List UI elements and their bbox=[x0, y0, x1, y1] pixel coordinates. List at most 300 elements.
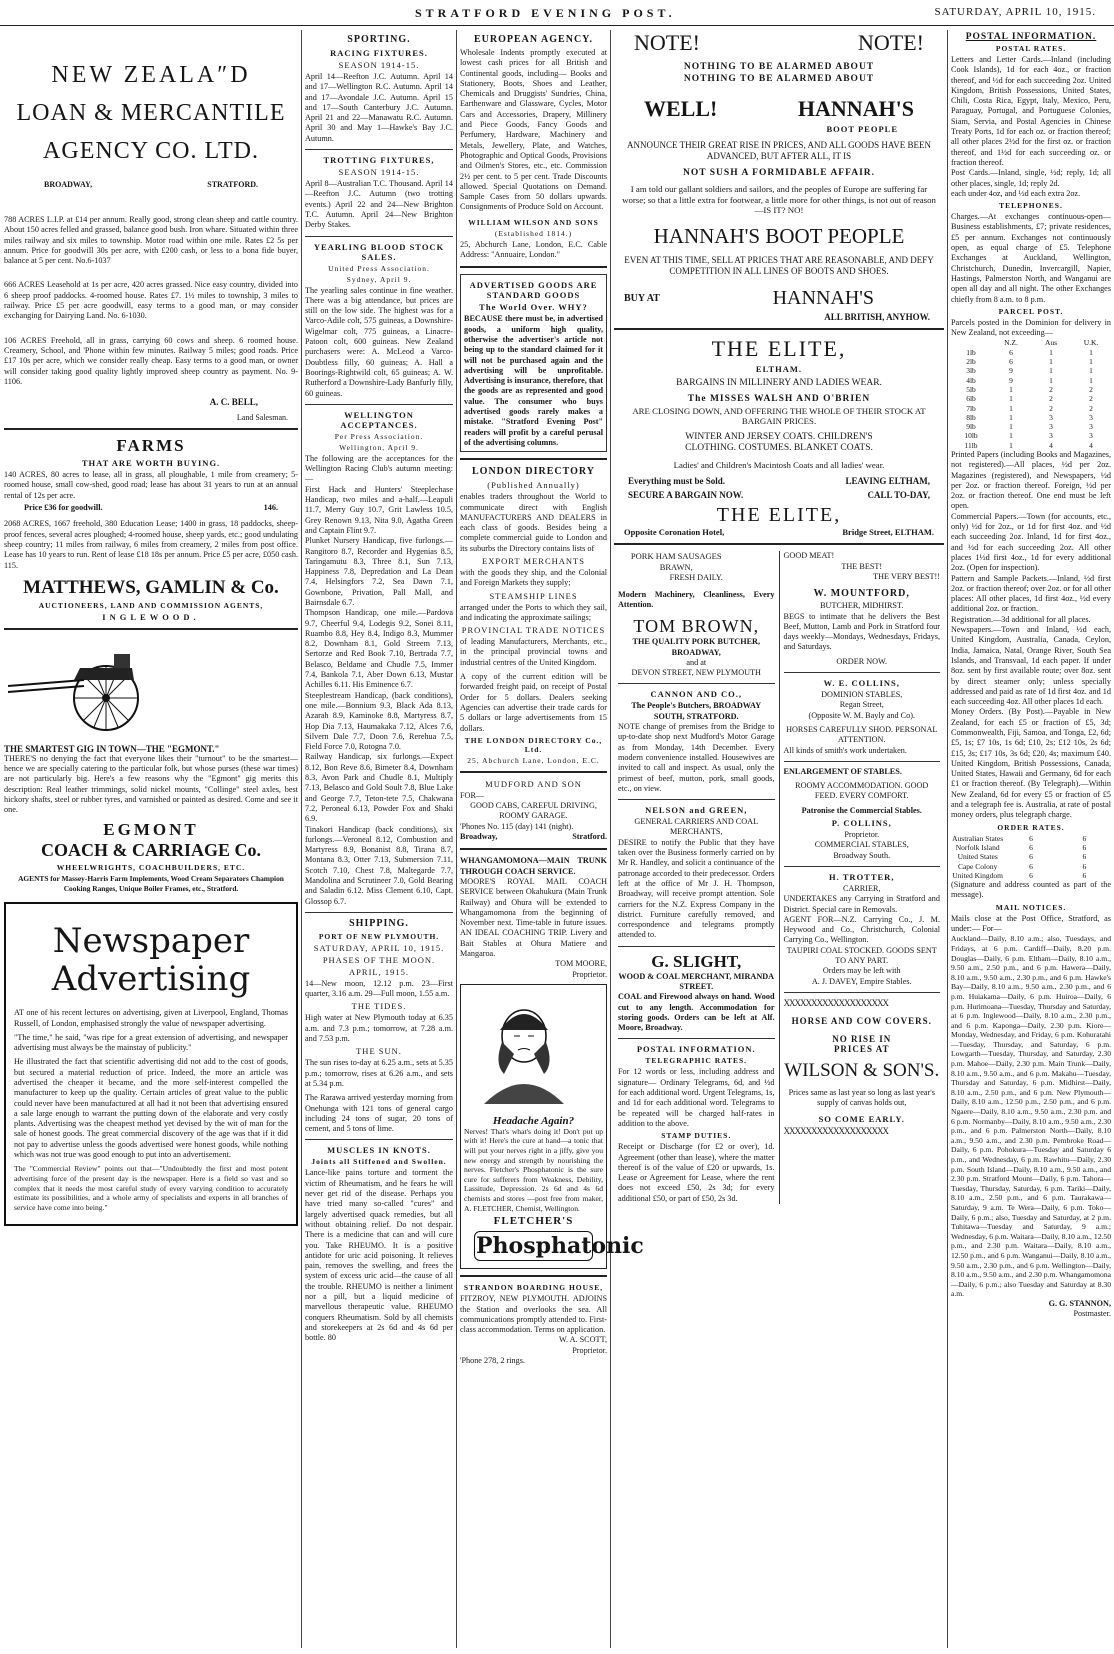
not-formidable: NOT SUSH A FORMIDABLE AFFAIR. bbox=[682, 168, 876, 178]
regan-opposite: (Opposite W. M. Bayly and Co). bbox=[808, 710, 915, 720]
enlargement: ENLARGEMENT OF STABLES. bbox=[783, 766, 902, 776]
announce-rise: ANNOUNCE THEIR GREAT RISE IN PRICES, AND ALL GOODS HAVE BEEN ADVANCED, BUT AFTER ALL, IT IS bbox=[627, 140, 931, 161]
export-merchants-heading: EXPORT MERCHANTS bbox=[482, 555, 585, 566]
shipping-heading: SHIPPING. bbox=[349, 917, 409, 929]
gig-headline: THE SMARTEST GIG IN TOWN—THE "EGMONT." bbox=[4, 743, 220, 754]
boot-people: BOOT PEOPLE bbox=[826, 124, 898, 134]
nothing-alarmed-1: NOTHING TO BE ALARMED ABOUT bbox=[683, 62, 875, 72]
horses-shod: HORSES CAREFULLY SHOD. PERSONAL ATTENTION. bbox=[786, 724, 938, 745]
mail-notices-heading: MAIL NOTICES. bbox=[995, 902, 1067, 912]
rate-cell: Australian States bbox=[952, 833, 1004, 843]
newspaper-advertising-ad bbox=[4, 902, 298, 1226]
good-meat: GOOD MEAT! bbox=[783, 551, 835, 561]
whangamomona-proprietor: Proprietor. bbox=[572, 969, 607, 979]
column-5 bbox=[951, 30, 1111, 1648]
postal-information-heading: POSTAL INFORMATION. bbox=[965, 32, 1097, 42]
x-border-bottom: XXXXXXXXXXXXXXXXXXX bbox=[783, 1126, 888, 1137]
elite-bargains: BARGAINS IN MILLINERY AND LADIES WEAR. bbox=[676, 377, 882, 388]
rate-cell: 6 bbox=[1009, 357, 1013, 367]
rate-cell: 1 bbox=[1049, 347, 1053, 357]
export-merchants-body: with the goods they ship, and the Colonial and Foreign Markets they supply; bbox=[460, 567, 607, 588]
rate-cell: 9 bbox=[1009, 366, 1013, 376]
parcel-post-heading: PARCEL POST. bbox=[998, 306, 1064, 316]
nelson-green-name: NELSON and GREEN, bbox=[645, 805, 748, 816]
rate-cell: 2 bbox=[1049, 384, 1053, 394]
yearling-report: The yearling sales continue in fine weather. There was a big attendance, but prices are still on the low side. The highest was for a Varco-Adile colt, 575 guineas, a Downshire-Wigelmar colt, 775 guineas, a Linacre-Patoon colt, 600 guineas. New Zealand purchasers were: A. McLeod a Varco-Doubtless filly, 60 guineas; A. Hall a Boorings-Rightwild colt, 65 guineas; A. W. Rutherford a Downshire-Lady Banfurly filly, 60 guineas. bbox=[305, 285, 453, 398]
telephones-body: Charges.—At exchanges continuous-open—Business establishments, £7; private residences, £5 per annum. Exchanges not continuously open, as equal charge of £5. Telephone Exchanges at Auckland, Wellington, Christchurch, Dunedin, Invercargill, Napier, Hastings, Palmerston North, and Wanganui are open all day and all night. The other Exchanges chiefly from 8 a.m. to 8 p.m. bbox=[951, 212, 1111, 304]
advertising-para-2: "The time," he said, "was ripe for a great extension of advertising, and newspaper advertising must always be the mainstay of publicity." bbox=[14, 1032, 288, 1053]
rate-cell: 1lb bbox=[966, 347, 976, 357]
rate-cell: 6lb bbox=[966, 394, 976, 404]
farm-2068-acres: 2068 ACRES, 1667 freehold, 380 Education Lease; 1400 in grass, 18 paddocks, sheep-proof fences, several acres ploughed; 4-roomed house, sheep yards, etc.; good undulating sheep country; 11 miles from railway, 6 miles from creamery, 2 miles from post office. Lease has 10 years to run. Rent of lease £18 18s per annum. Price £5 per acre, £050 cash. 115. bbox=[4, 519, 298, 570]
rate-cell: 3 bbox=[1089, 431, 1093, 441]
fresh-daily: FRESH DAILY. bbox=[669, 573, 723, 583]
slight-name: G. SLIGHT, bbox=[651, 951, 742, 971]
mudford-phones: 'Phones No. 115 (day) 141 (night). bbox=[460, 821, 574, 831]
postal-rates-heading: POSTAL RATES. bbox=[995, 44, 1067, 53]
mudford-for: FOR— bbox=[460, 790, 485, 800]
racing-season: SEASON 1914-15. bbox=[338, 60, 420, 70]
trotter-undertakes: UNDERTAKES any Carrying in Stratford and District. Special care in Removals. bbox=[783, 894, 940, 914]
rate-cell: 4 bbox=[1089, 440, 1093, 450]
london-directory-sub: (Published Annually) bbox=[487, 480, 580, 491]
advertising-para-4: The "Commercial Review" points out that—"Undoubtedly the first and most potent advertising force of the present day is the newspaper. Here is a field so vast and so complex that it needs the most careful study of every varying condition to accurately estimate its possibilities, and a whole army of specialists and experts in all branches of service have come into being." bbox=[14, 1164, 288, 1212]
p-collins-proprietor: Proprietor. bbox=[844, 830, 880, 840]
strandon-sign: W. A. SCOTT, bbox=[559, 1335, 607, 1345]
racing-fixtures-heading: RACING FIXTURES. bbox=[330, 48, 428, 58]
gig-body: THERE'S no denying the fact that everyone likes their "turnout" to be the smartest—hence we are specially catering to the particular folk, but whose purses (these war times) are not particularly big. Here's a few reasons why the "Egmont" gig merits this description: Real leather trimmings, solid nickel mounts, "Collinge" steel axles, best hickory shafts, steel or rubber tyres, and varnished or painted as desired. Come and see it one. bbox=[4, 753, 298, 815]
elite-town: ELTHAM. bbox=[755, 363, 803, 374]
rate-cell: 4 bbox=[1049, 440, 1053, 450]
come-early: SO COME EARLY. bbox=[818, 1114, 905, 1125]
agency-title-1: NEW ZEALA″D bbox=[51, 62, 251, 88]
rate-cell: 1 bbox=[1049, 357, 1053, 367]
order-rate-row bbox=[951, 871, 1111, 880]
farms-ad bbox=[4, 436, 298, 622]
rate-cell: 3 bbox=[1049, 412, 1053, 422]
rate-cell: 6 bbox=[1082, 861, 1087, 871]
nothing-alarmed-2: NOTHING TO BE ALARMED ABOUT bbox=[683, 74, 875, 84]
sporting-heading: SPORTING. bbox=[347, 34, 411, 45]
farm-140-price-row bbox=[24, 503, 278, 513]
rate-cell: 1 bbox=[1009, 431, 1013, 441]
advertised-goods-box bbox=[460, 274, 607, 452]
steamship-body: arranged under the Ports to which they sail, and indicating the approximate sailings; bbox=[460, 602, 607, 622]
rate-cell: 6 bbox=[1082, 833, 1087, 843]
wilson-sons-address: 25, Abchurch Lane, London, E.C. Cable Address: "Annuaire, London." bbox=[460, 239, 607, 260]
order-rate-row bbox=[951, 834, 1111, 843]
rate-cell: 6 bbox=[1082, 842, 1087, 852]
rate-cell: 2 bbox=[1089, 403, 1093, 413]
rate-cell: 3 bbox=[1049, 431, 1053, 441]
rate-cell: 9lb bbox=[966, 422, 976, 432]
advertised-goods-heading: ADVERTISED GOODS ARE STANDARD GOODS bbox=[469, 280, 598, 301]
phosphatonic-ad bbox=[460, 984, 644, 1269]
slight-sub: WOOD & COAL MERCHANT, MIRANDA STREET. bbox=[618, 971, 775, 991]
advertising-para-3: He illustrated the fact that scientific advertising did not add to the cost of goods, but secured a material reduction of price. Indeed, the more an article was advertised the cheaper it became, and the more self-interest compelled the manufacturer to keep up the quality. Certain articles of great value to the public could never have been manufactured at all had it not been that advertising ensured a sale large enough to warrant the putting down of the elaborate and very costly plants. Advertising was the cheapest method yet devised by the wit of man for the sale of honest goods. The great commercial discovery of the age was that if it did not pay to advertise unless the goods advertised were honest goods, while nothing which was not true was good enough to put into an advertisement. bbox=[14, 1057, 288, 1160]
elite-footer-title: THE ELITE, bbox=[716, 504, 842, 527]
parcel-rate-table bbox=[951, 338, 1111, 450]
commercial-stables: COMMERCIAL STABLES, bbox=[814, 840, 909, 850]
whangamomona-body: MOORE'S ROYAL MAIL COACH SERVICE between Okahukura (Main Trunk Railway) and Ohura will be extended to Whangamomona from the beginning of November next. Time-table in future issues. AN IDEAL COACHING TRIP. Livery and Bait Stables at Ohura Matiere and Mangaroa. bbox=[460, 876, 607, 958]
provincial-heading: PROVINCIAL TRADE NOTICES bbox=[461, 625, 606, 636]
trotting-season: SEASON 1914-15. bbox=[338, 167, 420, 178]
rate-cell: 1 bbox=[1089, 347, 1093, 357]
printed-papers: Printed Papers (including Books and Magazines, not registered).—All places, ½d per 2oz. Magazines (registered), and Newspapers, ½d per 2oz. or fraction thereof. Foreign, ½d per 2oz. or fraction thereof. One end must be left open. bbox=[951, 449, 1111, 511]
farms-subtitle: THAT ARE WORTH BUYING. bbox=[81, 458, 221, 469]
farms-title: FARMS bbox=[116, 436, 186, 456]
rheumo-ad: Lance-like pains torture and torment the victim of Rheumatism, and he fears he will never get rid of the disease. Perhaps you have tried many so-called "cures" and largely advertised quack remedies, but all without obtaining relief. Do not despair. There is a medicine that can and will cure you. Take RHEUMO. It is a positive antidote for uric acid poisoning. It relieves pain, removes the swelling, and frees the system of excess uric acid—the cause of all the trouble. RHEUMO is neither a liniment nor a pill, but a liquid medicine of marvellous therapeutic value. RHEUMO conquers Rheumatism. Sold by all chemists and storekeepers at 2s 6d and 4s 6d per bottle. 80 bbox=[305, 1168, 453, 1343]
davey-stables: A. J. DAVEY, Empire Stables. bbox=[811, 976, 912, 986]
rate-row bbox=[951, 357, 1111, 366]
column-2 bbox=[305, 30, 453, 1648]
tides-report: High water at New Plymouth today at 6.35 a.m. and 7.3 p.m.; tomorrow, at 7.28 a.m. and 7.53 p.m. bbox=[305, 1013, 453, 1044]
rate-cell: 6 bbox=[1029, 842, 1033, 852]
parcel-post-body: Parcels posted in the Dominion for delivery in New Zealand, not exceeding— bbox=[951, 317, 1111, 338]
directory-company: THE LONDON DIRECTORY Co., Ltd. bbox=[464, 735, 603, 754]
rate-cell: 9 bbox=[1009, 375, 1013, 385]
rate-cell: 6 bbox=[1009, 347, 1013, 357]
order-note: (Signature and address counted as part of the message). bbox=[951, 880, 1111, 900]
rate-cell: 2 bbox=[1049, 394, 1053, 404]
lower-right bbox=[779, 551, 945, 1204]
strandon-body: FITZROY, NEW PLYMOUTH. ADJOINS the Station and overlooks the sea. All communications promptly attended to. First-class accommodation. Terms on application. bbox=[460, 1294, 607, 1335]
london-directory-body: enables traders throughout the World to communicate direct with English MANUFACTURERS AND DEALERS in each class of goods. Besides being a complete commercial guide to London and its suburbs the Directory contains lists of bbox=[460, 492, 607, 553]
agency-address bbox=[44, 180, 258, 189]
elite-opposite: Opposite Coronation Hotel, bbox=[624, 527, 725, 538]
agency-address-left: BROADWAY, bbox=[44, 180, 93, 189]
elite-ad bbox=[614, 336, 944, 538]
matthews-gamlin-name: MATTHEWS, GAMLIN & Co. bbox=[23, 576, 279, 598]
regan-street: Regan Street, bbox=[839, 700, 884, 710]
strandon-phone: 'Phone 278, 2 rings. bbox=[460, 1356, 525, 1366]
rate-row bbox=[951, 422, 1111, 431]
directory-copy: A copy of the current edition will be forwarded freight paid, on receipt of Postal Order for 5 dollars. Dealers seeking Agencies can advertise their trade cards for 5 dollars or large advertisements from 15 dollars. bbox=[460, 672, 607, 733]
wellington-railway: Railway Handicap, six furlongs.—Expect 8.12, Bon Reve 8.6, Bimeter 8.4, Downham 8.3, Avon Park and Chudle 8.1, Multiply 7.13, Belasco and Gold Soult 7.8, Blue Lake and George 7.7, Teton-tete 7.5, Chakwana 7.2, Peroneal 6.13, Powder Fox and Shaki 6.9. bbox=[305, 752, 453, 824]
order-rate-table bbox=[951, 834, 1111, 880]
post-cards-rates: Post Cards.—Inland, single, ½d; reply, 1d; all other places, single, 1d; reply 2d. bbox=[951, 168, 1111, 188]
wellington-tinakori: Tinakori Handicap (back conditions), six furlongs.—Veroneal 8.12, Combustion and Martyress 8.9, Bonanist 8.8, Tirana 8.7, Montana 8.3, Otter 7.13, Submersion 7.11, Scotch 7.10, Chest 7.8, Maltegarde 7.7, Mandolina and Scrutineer 7.0, Gold Bearing and Saladin 6.12. Miss Clement 6.10, Capt. Glossop 6.7. bbox=[305, 824, 453, 906]
smith-work: All kinds of smith's work undertaken. bbox=[783, 745, 907, 755]
rate-cell: Aus bbox=[1044, 338, 1058, 348]
advertised-goods-body: BECAUSE there must be, in advertised goods, a uniform high quality, otherwise the advertiser's article not being up to the standard claimed for it will not be purchased again and the advertising will be unprofitable. Advertising is insurance, therefore, that the goods are as represented and good value. The consumer who buys advertised goods rarely makes a mistake. "Stratford Evening Post" readers will profit by a careful perusal of the advertising columns. bbox=[464, 314, 603, 447]
trotter-carrier: CARRIER, bbox=[842, 883, 881, 893]
rate-cell: 6 bbox=[1029, 833, 1033, 843]
rate-cell: U.K. bbox=[1083, 338, 1099, 348]
order-now: ORDER NOW. bbox=[836, 656, 888, 666]
order-rate-row bbox=[951, 852, 1111, 861]
rate-cell: 6 bbox=[1082, 870, 1087, 880]
elite-coats: WINTER AND JERSEY COATS. CHILDREN'S CLOTHING. COSTUMES. BLANKET COATS. bbox=[685, 432, 873, 454]
rate-cell: 2 bbox=[1089, 384, 1093, 394]
mail-intro: Mails close at the Post Office, Stratford, as under:— For— bbox=[951, 913, 1111, 934]
newspapers-rates: Newspapers.—Town and Inland, ½d each, United Kingdom, Australia, Canada, Ceylon, India, Jamaica, Natal, Orange River, South Sea Islands, and Transvaal, 1d each paper. If under 8oz. sent by first available route; over 8oz. sent by direct steamer only; unless specially addressed and paid as rate of 1d first 4oz. and 1d each succeeding 4oz. All other places 1d each. bbox=[951, 625, 1111, 707]
registration: Registration.—3d additional for all places. bbox=[951, 614, 1091, 624]
roomy-accommodation: ROOMY ACCOMMODATION. GOOD FEED. EVERY COMFORT. bbox=[795, 781, 929, 801]
even-at-this-time: EVEN AT THIS TIME, SELL AT PRICES THAT ARE REASONABLE, AND DEFY COMPETITION IN ALL LINES OF BOOTS AND SHOES. bbox=[624, 254, 934, 276]
lower-left bbox=[614, 551, 779, 1204]
rate-cell: 8lb bbox=[966, 412, 976, 422]
hannahs-boot-people: HANNAH'S BOOT PEOPLE bbox=[653, 223, 905, 248]
rate-cell: 2 bbox=[1049, 403, 1053, 413]
tides-heading: THE TIDES. bbox=[351, 1001, 407, 1012]
note-left: NOTE! bbox=[634, 30, 700, 55]
pork-products: PORK HAM SAUSAGES BRAWN, bbox=[630, 551, 722, 573]
mudford-address bbox=[460, 832, 607, 842]
london-directory-heading: LONDON DIRECTORY bbox=[472, 466, 595, 478]
nelson-green-sub: GENERAL CARRIERS AND COAL MERCHANTS, bbox=[634, 817, 759, 837]
letters-rates: Letters and Letter Cards.—Inland (including Cook Islands), 1d for each 4oz., or fraction thereof, and ½d for each succeeding 2oz. United Kingdom, British Possessions, United States, Chili, Costa Rica, Egypt, Italy, Mexico, Peru, Paraguay, Portugal, and Portuguese Colonies, Siam, Servia, and Postal Agencies in Chinese Treaty Ports, 1d for each oz. or fraction thereof; all other places 2½d for the first oz. or fraction thereof, and 1½d for each succeeding oz. or fraction thereof. bbox=[951, 55, 1111, 167]
tom-brown-sub: THE QUALITY PORK BUTCHER, BROADWAY, bbox=[632, 637, 761, 657]
rate-row bbox=[951, 413, 1111, 422]
rate-cell: 1 bbox=[1049, 366, 1053, 376]
strandon-proprietor: Proprietor. bbox=[572, 1345, 607, 1355]
mountford-sub: BUTCHER, MIDHIRST. bbox=[820, 601, 904, 611]
rate-cell: 2lb bbox=[966, 357, 976, 367]
commercial-papers: Commercial Papers.—Town (for accounts, etc., only) ½d for 2oz., or 1d for first 4oz. and ½d each succeeding 2oz. Inland, 1d for first 4oz., and ½d for each succeeding 2oz. All other places 1½d first 4oz., 1d for every additional 2oz. (Open for inspection). bbox=[951, 511, 1111, 573]
modern-machinery: Modern Machinery, Cleanliness, Every Attention. bbox=[618, 589, 775, 609]
listing-666-acres: 666 ACRES Leasehold at 1s per acre, 420 acres grassed. Nice easy country, divided into 6 sheep proof paddocks. 4-roomed house. Rates £7. 1½ miles to township, 3 miles to railway. Price £5 per acre goodwill, easy terms to a good man, or may consider exchanging for Dairying Land. No. 6-1030. bbox=[4, 280, 298, 321]
money-orders: Money Orders. (By Post).—Payable in New Zealand, for each £5 or fraction of £5, 3d; Commonwealth, Fiji, Samoa, and Tonga, £2, 6d; £5, 1s; £7 10s, 1s 6d; £10, 2s; £12 10s, 2s 6d; £15, 3s; £17 10s, 3s 6d; £20, 4s; maximum £40. United Kingdom, British Possessions, Canada, United States, Hawaii and Germany, 6d for each £1 or fraction thereof. (By Telegraph).—Within New Zealand, 6d for every £5 or fraction of £5 and a telegraph fee is. Australia, at rate of postal money orders, plus telegraph charge. bbox=[951, 707, 1111, 820]
rate-row bbox=[951, 441, 1111, 450]
soldiers-note: I am told our gallant soldiers and sailors, and the peoples of Europe are suffering far worse; so that a little extra for footwear, a little more for other things, is not out of reason—IS IT? NO! bbox=[622, 184, 936, 215]
well-heading: WELL! bbox=[644, 96, 718, 121]
rate-row bbox=[951, 385, 1111, 394]
mudford-address-left: Broadway, bbox=[460, 832, 498, 842]
column-rule bbox=[610, 30, 611, 1648]
rate-cell: 1 bbox=[1009, 403, 1013, 413]
trotting-heading: TROTTING FIXTURES, bbox=[323, 155, 435, 166]
muscles-heading: MUSCLES IN KNOTS. bbox=[327, 1145, 431, 1156]
order-rate-row bbox=[951, 843, 1111, 852]
european-agency-body: Wholesale Indents promptly executed at lowest cash prices for all British and Continental goods, including— Books and Stationery, Boots, Shoes and Leather, Chemicals and Druggists' Sundries, China, Earthenware and Glassware, Cycles, Motor Cars and Accessories, Drapery, Millinery and Piece Goods, Fancy Goods and Perfumery, Hardware, Machinery and Metals, Jewellery, Plate, and Watches, Photographic and Optical Goods, Provisions and Oilmen's Stores, etc., etc. Commission 2½ per cent. to 5 per cent. Trade Discounts allowed. Special Quotations on Demand. Sample Cases from 50 dollars upwards. Consignments of Produce Sold on Account. bbox=[460, 48, 607, 212]
rate-cell: 7lb bbox=[966, 403, 976, 413]
directory-address: 25, Abchurch Lane, London, E.C. bbox=[467, 755, 600, 765]
trotter-agent: AGENT FOR—N.Z. Carrying Co., J. M. Heywood and Co., Christchurch, Colonial Carrying Co., Wellington. bbox=[783, 914, 940, 945]
fletchers-name: FLETCHER'S bbox=[493, 1215, 574, 1228]
broadway-south: Broadway South. bbox=[833, 850, 891, 860]
pattern-packets: Pattern and Sample Packets.—Inland, ½d first 2oz. or fraction thereof; over 2oz. or for all other places: All other places, 1d first 4oz., ½d every additional 2oz. or fraction. bbox=[951, 573, 1111, 614]
order-rates-heading: ORDER RATES. bbox=[997, 822, 1065, 832]
rate-cell: 10lb bbox=[964, 431, 978, 441]
yearling-heading: YEARLING BLOOD STOCK SALES. bbox=[313, 241, 445, 262]
stamp-duties-body: Receipt or Discharge (for £2 or over), 1d. Agreement (other than lease), where the matter thereof is of the value of £20 or upwards, 1s. Lease or Agreement for Lease, where the rent does not exceed £50, 2s 3d; for every additional £50, or part of £50, 2s 3d. bbox=[618, 1142, 775, 1203]
tom-brown: TOM BROWN, bbox=[633, 616, 760, 637]
egmont-agents: AGENTS for Massey-Harris Farm Implements, Wood Cream Separators Champion Cooking Ranges, Unique Boiler Frames, etc., Stratford. bbox=[18, 873, 284, 893]
misses-walsh: The MISSES WALSH AND O'BRIEN bbox=[687, 393, 871, 404]
rate-cell: 6 bbox=[1029, 870, 1033, 880]
rate-row bbox=[951, 366, 1111, 375]
muscles-subheading: Joints all Stiffened and Swollen. bbox=[311, 1157, 447, 1167]
egmont-gig-ad bbox=[4, 636, 298, 894]
mudford-name: MUDFORD AND SON bbox=[485, 778, 582, 789]
collins-stables: DOMINION STABLES, bbox=[821, 690, 903, 700]
postmaster-name: G. G. STANNON, bbox=[1048, 1298, 1111, 1308]
rate-cell: 6 bbox=[1029, 852, 1033, 862]
issue-date: SATURDAY, APRIL 10, 1915. bbox=[934, 6, 1096, 18]
farm-140-price: Price £36 for goodwill. bbox=[24, 503, 103, 513]
racing-fixtures-list: April 14—Reefton J.C. Autumn. April 14 and 17—Wellington R.C. Autumn. April 14 and 17—Avondale J.C. Autumn. April 15 and 17—South Canterbury J.C. Autumn. April 21 and 22—Manawatu R.C. Autumn. April 30 and May 1—Hawke's Bay J.C. Autumn. bbox=[305, 72, 453, 143]
loan-agency-ad bbox=[4, 60, 298, 422]
rate-cell: 1 bbox=[1089, 357, 1093, 367]
hannahs-ad bbox=[614, 30, 944, 322]
rate-cell: 1 bbox=[1009, 440, 1013, 450]
wellington-thompson: Thompson Handicap, one mile.—Pardova 9.7, Cheerful 9.4, Lodegis 9.2, Sonei 8.11, Ruambo 8.8, Hey 8.4, Indigo 8.3, Mummer 8.2, Downham 8.1, Gold Streem 7.13, Sertorze and Red Book 7.10, Bertrada 7.7, Belasco, Beldame and Chudle 7.5, Immer 7.4, Bankola 7.1, Aber Down 6.13, Mustar Achilles 6.11. His Eminence 6.7. bbox=[305, 608, 453, 690]
mountford-name: W. MOUNTFORD, bbox=[813, 588, 910, 600]
elite-closing: ARE CLOSING DOWN, AND OFFERING THE WHOLE OF THEIR STOCK AT BARGAIN PRICES. bbox=[632, 405, 926, 426]
advertising-para-1: AT one of his recent lectures on advertising, given at Liverpool, England, Thomas Russell, of London, emphasised strongly the value of newspaper advertising. bbox=[14, 1008, 288, 1028]
wellington-steeplechase: First Hack and Hunters' Steeplechase Handicap, two miles and a-half.—Leapuli 11.7, Merry Guy 10.7, Grit Lawless 10.5, Grey Renown 9.13, Nita 9.0, Agatha Green and Captain Flint 9.7. bbox=[305, 484, 453, 535]
telegraphic-rates-body: For 12 words or less, including address and signature— Ordinary Telegrams, 6d, and ½d for each additional word. Urgent Telegrams, 1s, and 1d for each additional word. Telegrams to be repeated will be charged half-rates in addition to the above. bbox=[618, 1067, 775, 1128]
rate-cell: 3 bbox=[1049, 422, 1053, 432]
advertised-goods-sub: The World Over. WHY? bbox=[479, 302, 588, 313]
moon-phases: 14—New moon, 12.12 p.m. 23—First quarter, 3.16 a.m. 29—Full moon, 1.55 a.m. bbox=[305, 978, 453, 999]
matthews-town: INGLEWOOD. bbox=[102, 611, 200, 622]
tom-brown-and: and at bbox=[686, 657, 707, 667]
rate-row bbox=[951, 431, 1111, 440]
rate-cell bbox=[951, 338, 991, 347]
elite-sold: Everything must be Sold. bbox=[628, 476, 726, 487]
listing-788-acres: 788 ACRES L.I.P. at £14 per annum. Really good, strong clean sheep and cattle country. About 150 acres felled and grassed, balance good bush. Iron whare. Situated within three miles railway and six miles to township. Motor road within one mile. Rates £2 5s per annum. Price for goodwill 30s per acre, with £200 cash, or less to a bona fide buyer, balance at 5 per cent. No.6-1037 bbox=[4, 215, 298, 266]
the-best: THE BEST! bbox=[841, 561, 883, 571]
agency-address-right: STRATFORD. bbox=[207, 180, 258, 189]
yearling-dateline: Sydney, April 9. bbox=[346, 274, 412, 284]
rate-cell: 2 bbox=[1089, 394, 1093, 404]
mountford-body: BEGS to intimate that he delivers the Best Beef, Mutton, Lamb and Pork in Stratford four days weekly—Mondays, Wednesdays, Fridays, and Saturdays. bbox=[783, 611, 940, 652]
each-under: each under 4oz, and ½d each extra 2oz. bbox=[951, 188, 1081, 198]
column-4 bbox=[614, 30, 944, 1648]
wilson-sons-established: (Established 1814.) bbox=[494, 228, 573, 238]
rate-cell: Cape Colony bbox=[957, 861, 998, 871]
no-rise-prices: NO RISE IN PRICES AT bbox=[832, 1033, 892, 1054]
listing-106-acres: 106 ACRES Freehold, all in grass, carrying 60 cows and sheep. 6 roomed house. Creamery, School, and 'Phone within few minutes. Railway 5 miles; good roads. Price £17 10s per acre, which we consider really cheap. Easy terms to a good man, or owner will consider taking good quality lightly improved sheep country as payment. No. 9-1106. bbox=[4, 335, 298, 386]
headache-woman-illustration bbox=[464, 994, 584, 1104]
whangamomona-heading: WHANGAMOMONA—MAIN TRUNK THROUGH COACH SERVICE. bbox=[460, 856, 607, 876]
salesman-name: A. C. BELL, bbox=[209, 397, 258, 408]
elite-bridge: Bridge Street, ELTHAM. bbox=[842, 527, 934, 538]
rarawa-arrival: The Rarawa arrived yesterday morning from Onehunga with 121 tons of general cargo including 24 tons of sugar, 20 tons of cement, and 5 tons of lime. bbox=[305, 1093, 453, 1134]
salesman-title: Land Salesman. bbox=[236, 413, 288, 423]
mudford-services: GOOD CABS, CAREFUL DRIVING, ROOMY GARAGE. bbox=[470, 801, 597, 821]
telephones-heading: TELEPHONES. bbox=[999, 201, 1063, 211]
rate-row bbox=[951, 348, 1111, 357]
postmaster-title: Postmaster. bbox=[1073, 1309, 1111, 1319]
rate-cell: 11lb bbox=[964, 440, 978, 450]
cannon-body: NOTE change of premises from the Bridge to up-to-date shop next Mudford's Motor Garage as from Monday, 14th December. Every modern convenience installed. Housewives are invited to call and inspect. As usual, only the primest of beef, mutton, pork, small goods, etc., on view. bbox=[618, 722, 775, 793]
buy-at: BUY AT bbox=[624, 292, 660, 304]
nelson-green-body: DESIRE to notify the Public that they have taken over the Business formerly carried on by Mr R. Handley, and solicit a continuance of the patronage accorded to their predecessor. Orders left at the office of Mr J. H. Thompson, Broadway, will receive prompt attention. Sole carriers for the N.Z. Express Company in the district. Furniture carefully removed, and correspondence and telegrams promptly attended to. bbox=[618, 837, 775, 940]
lower-split bbox=[614, 551, 944, 1204]
egmont-name: EGMONT bbox=[103, 819, 199, 839]
devon-street: DEVON STREET, NEW PLYMOUTH bbox=[631, 668, 761, 678]
prices-same: Prices same as last year so long as last year's supply of canvas holds out, bbox=[788, 1087, 935, 1108]
trotter-name: H. TROTTER, bbox=[829, 871, 895, 882]
rate-cell: Norfolk Island bbox=[955, 842, 1000, 852]
order-rate-row bbox=[951, 862, 1111, 871]
note-right: NOTE! bbox=[858, 30, 924, 55]
mudford-address-right: Stratford. bbox=[572, 832, 607, 842]
sun-report: The sun rises to-day at 6.25 a.m., sets at 5.35 p.m.; tomorrow, rises at 6.26 a.m., and sets at 5.34 p.m. bbox=[305, 1058, 453, 1088]
moon-month: APRIL, 1915. bbox=[349, 966, 409, 977]
yearling-source: United Press Association. bbox=[328, 263, 430, 273]
telegraphic-rates-heading: TELEGRAPHIC RATES. bbox=[645, 1056, 748, 1066]
matthews-subtitle: AUCTIONEERS, LAND AND COMMISSION AGENTS, bbox=[38, 600, 264, 610]
rate-cell: United Kingdom bbox=[952, 870, 1003, 880]
rate-cell: 1 bbox=[1009, 394, 1013, 404]
headache-body: Nerves! That's what's doing it! Don't put up with it! Here's the cure at hand—a tonic that will put your nerves right in a jiffy, give you new energy and strength by nourishing the nerves. Fletcher's Phosphatonic is the sure cure for sufferers from Weakness, Debility, Lassitude, Depression. 2s 6d and 4s 6d chemists and stores —post free from maker, A. FLETCHER, Chemist, Wellington. bbox=[464, 1126, 603, 1213]
port-date: SATURDAY, APRIL 10, 1915. bbox=[313, 942, 445, 953]
p-collins-name: P. COLLINS, bbox=[831, 818, 892, 829]
rate-cell: 4lb bbox=[966, 375, 976, 385]
newspaper-advertising-title: Newspaper Advertising bbox=[51, 921, 251, 1000]
rate-cell: N.Z. bbox=[1004, 338, 1018, 348]
slight-body: COAL and Firewood always on hand. Wood cut to any length. Accommodation for storing goods. Orders can be left at Alf. Moore, Broadway. bbox=[618, 992, 775, 1033]
agency-title-3: AGENCY CO. LTD. bbox=[43, 138, 259, 164]
rate-row bbox=[951, 404, 1111, 413]
egmont-company: COACH & CARRIAGE Co. bbox=[41, 839, 261, 860]
farm-140-number: 146. bbox=[263, 503, 278, 513]
wilson-sons: WILSON & SON'S. bbox=[784, 1059, 940, 1081]
wellington-nursery: Plunket Nursery Handicap, five furlongs.—Rangitoro 8.7, Recorder and Hygenias 8.5, Taringamutu 8.3, Three 8.1, Sun 7.13, Happiness 7.8, Depredation and La Dean 7.4, Helsingfors 7.2, Sea Dawn 7.1, Gownbone, Privation, Pall Mall, and Bairnsdale 6.7. bbox=[305, 536, 453, 607]
strandon-heading: STRANDON BOARDING HOUSE, bbox=[463, 1283, 604, 1293]
gig-carriage-illustration bbox=[4, 640, 154, 735]
all-british: ALL BRITISH, ANYHOW. bbox=[824, 311, 930, 322]
trotting-list: April 8—Australian T.C. Thousand. April 14—Reefton J.C. Autumn (two trotting events.) April 22 and 24—New Brighton T.C. Autumn. April 24—New Brighton Derby Stakes. bbox=[305, 179, 453, 230]
the-very-best: THE VERY BEST!! bbox=[873, 571, 940, 581]
elite-secure: SECURE A BARGAIN NOW. bbox=[628, 490, 744, 501]
elite-call: CALL TO-DAY, bbox=[867, 490, 930, 501]
cannon-name: CANNON AND CO., bbox=[650, 689, 742, 700]
column-1 bbox=[4, 30, 298, 1648]
cannon-sub: The People's Butchers, BROADWAY SOUTH, STRATFORD. bbox=[631, 701, 762, 721]
elite-ladies: Ladies' and Children's Macintosh Coats and all ladies' wear. bbox=[673, 460, 885, 471]
rate-cell: 1 bbox=[1089, 375, 1093, 385]
patronise: Patronise the Commercial Stables. bbox=[801, 805, 922, 815]
horse-cow-covers: HORSE AND COW COVERS. bbox=[791, 1015, 932, 1026]
stamp-duties-heading: STAMP DUTIES. bbox=[661, 1131, 732, 1141]
wellington-steeplestream: Steeplestream Handicap, (back conditions), one mile.—Bonnium 9.3, Black Ada 8.13, Azarah 8.9, Kaminoke 8.8, Martyress 8.7, Hop Dia 7.13, Haumakaka 7.12, Alces 7.6, Silvern Dale 7.7, Doon 7.6, Rerehua 7.5, Field Force 7.0, Rotogna 7.0. bbox=[305, 690, 453, 752]
elite-title: THE ELITE, bbox=[711, 335, 847, 361]
elite-leaving: LEAVING ELTHAM, bbox=[845, 476, 930, 487]
port-heading: PORT OF NEW PLYMOUTH. bbox=[318, 931, 440, 941]
hannahs-heading: HANNAH'S bbox=[797, 96, 914, 121]
rate-cell: 3 bbox=[1089, 422, 1093, 432]
orders-left: Orders may be left with bbox=[822, 966, 901, 976]
postal-info-heading: POSTAL INFORMATION. bbox=[636, 1044, 756, 1055]
column-rule bbox=[947, 30, 948, 1648]
x-border-top: XXXXXXXXXXXXXXXXXXX bbox=[783, 997, 888, 1008]
rate-cell: 1 bbox=[1089, 366, 1093, 376]
wellington-source: Per Press Association. bbox=[334, 431, 424, 441]
collins-name: W. E. COLLINS, bbox=[823, 678, 900, 689]
hannahs-footer: HANNAH'S bbox=[772, 286, 874, 309]
rate-cell: 1 bbox=[1009, 412, 1013, 422]
taupiri-coal: TAUPIRI COAL STOCKED. GOODS SENT TO ANY PART. bbox=[786, 945, 937, 965]
rate-cell: 1 bbox=[1009, 384, 1013, 394]
wellington-dateline: Wellington, April 9. bbox=[339, 442, 419, 452]
farm-140-acres: 140 ACRES, 80 acres to lease, all in grass, all ploughable, 1 mile from creamery; 5-roomed house, small cow-shed, good road; lease has about 31 years to run at an annual rental of 12s per acre. bbox=[4, 470, 298, 500]
wilson-sons-name: WILLIAM WILSON AND SONS bbox=[468, 217, 599, 227]
rate-cell: 3lb bbox=[966, 366, 976, 376]
rate-row bbox=[951, 376, 1111, 385]
moon-heading: PHASES OF THE MOON. bbox=[322, 954, 436, 965]
masthead bbox=[0, 0, 1114, 26]
rate-cell: 5lb bbox=[966, 384, 976, 394]
rate-cell: 1 bbox=[1009, 422, 1013, 432]
column-rule bbox=[301, 30, 302, 1648]
rate-cell: United States bbox=[957, 852, 998, 862]
agency-title-2: LOAN & MERCANTILE bbox=[16, 100, 286, 126]
